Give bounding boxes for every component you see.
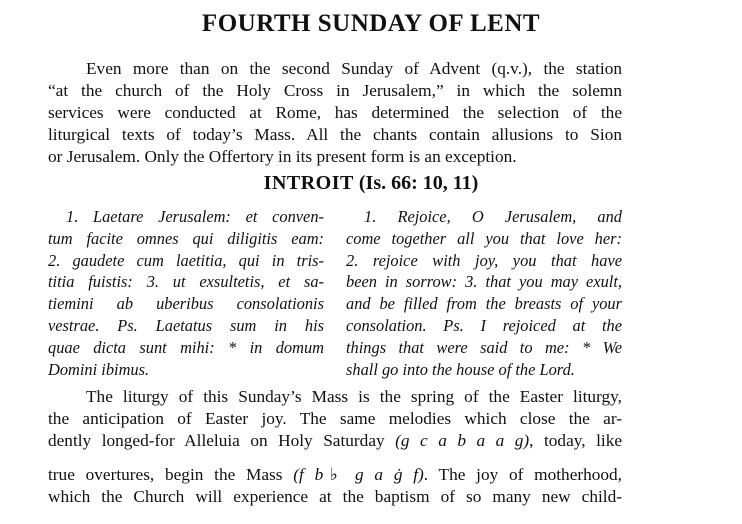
body-line: which the Church will experience at the baptism of so many new child- — [48, 487, 622, 506]
intro-line: services were conducted at Rome, has determined the selection of the — [48, 103, 622, 122]
melody-notes: (g c a b a a g) — [395, 431, 530, 450]
introit-reference: (Is. 66: 10, 11) — [358, 172, 479, 194]
english-text-column — [346, 206, 622, 380]
english-line: shall go into the house of the Lord. — [346, 359, 575, 379]
latin-line: vestrae. Ps. Laetatus sum in his — [48, 315, 324, 335]
english-line: 2. rejoice with joy, you that have — [346, 250, 622, 270]
latin-line: titia fuistis: 3. ut exsultetis, et sa- — [48, 272, 324, 292]
body-line — [48, 464, 622, 486]
intro-paragraph — [48, 58, 622, 168]
body-text: true overtures, begin the Mass — [48, 465, 294, 484]
body-paragraph — [48, 386, 622, 508]
latin-line: Domini ibimus. — [48, 359, 150, 379]
body-line — [48, 430, 622, 452]
body-line: the anticipation of Easter joy. The same melodies which close the ar- — [48, 409, 622, 428]
english-line: 1. Rejoice, O Jerusalem, and — [364, 207, 622, 226]
body-text: dently longed-for Alleluia on Holy Saturday — [48, 431, 396, 450]
intro-line: liturgical texts of today’s Mass. All the chants contain allusions to Sion — [48, 125, 622, 144]
latin-line: quae dicta sunt mihi: * in domum — [48, 337, 324, 357]
introit-title: INTROIT — [263, 172, 354, 194]
latin-line: 1. Laetare Jerusalem: et conven- — [66, 207, 324, 226]
english-line: consolation. Ps. I rejoiced at the — [346, 315, 622, 335]
body-text: , today, like — [529, 431, 622, 450]
latin-line: tiemini ab uberibus consolationis — [48, 294, 324, 314]
intro-line: or Jerusalem. Only the Offertory in its present form is an exception. — [48, 147, 517, 166]
latin-line: 2. gaudete cum laetitia, qui in tris- — [48, 250, 324, 270]
latin-text-column — [48, 206, 324, 380]
introit-heading — [0, 172, 742, 195]
latin-line: tum facite omnes qui diligitis eam: — [48, 228, 324, 248]
body-text: . The joy of motherhood, — [423, 465, 622, 484]
intro-line: “at the church of the Holy Cross in Jerusalem,” in which the solemn — [48, 81, 622, 100]
english-line: been in sorrow: 3. that you may exult, — [346, 272, 622, 292]
english-line: things that were said to me: * We — [346, 337, 622, 357]
page-title: FOURTH SUNDAY OF LENT — [201, 10, 541, 37]
melody-notes: (f b♭ g a ġ f) — [293, 465, 424, 484]
intro-line: Even more than on the second Sunday of Advent (q.v.), the station — [86, 59, 622, 78]
english-line: come together all you that love her: — [346, 228, 622, 248]
english-line: and be filled from the breasts of your — [346, 294, 622, 314]
body-line: The liturgy of this Sunday’s Mass is the spring of the Easter liturgy, — [86, 387, 622, 406]
